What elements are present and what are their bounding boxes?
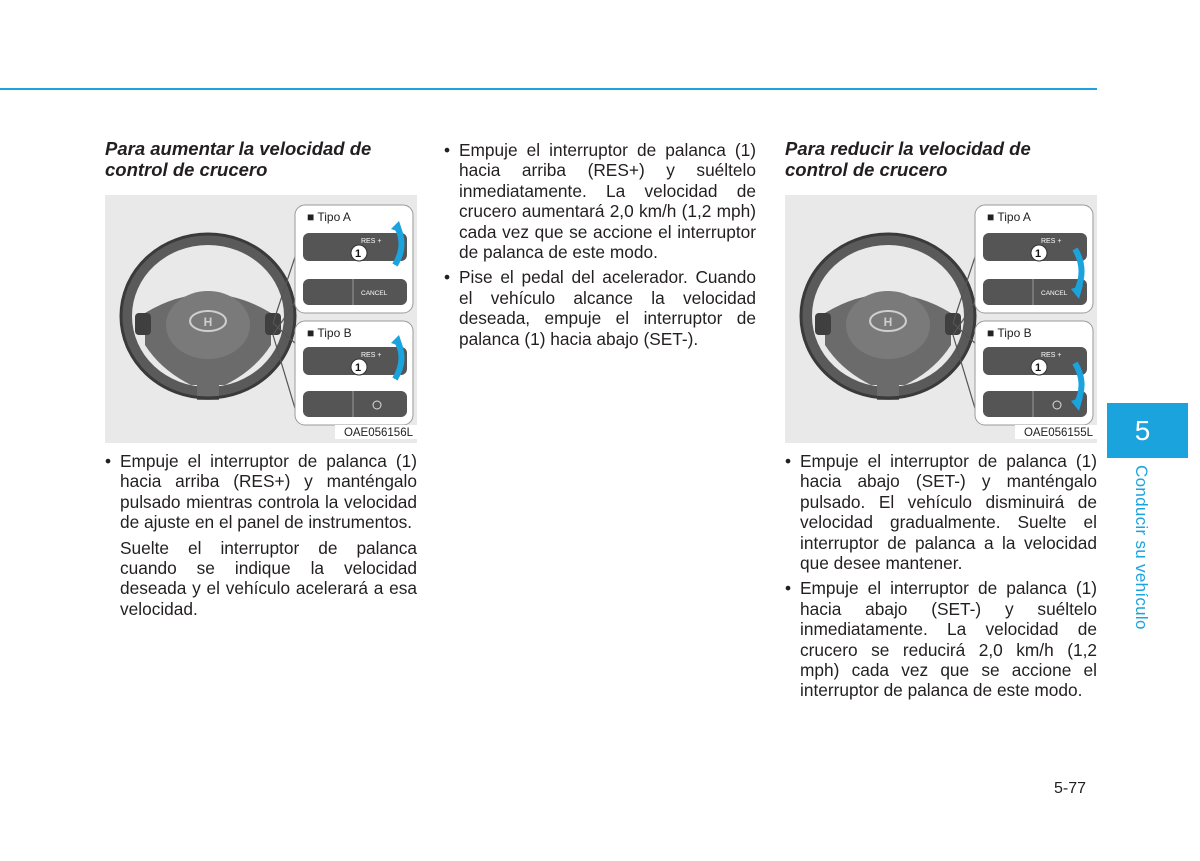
svg-text:H: H	[203, 315, 213, 329]
figure-code: OAE056155L	[1023, 427, 1093, 439]
figure-increase-speed	[105, 195, 417, 443]
list-item: • Empuje el interruptor de palanca (1) hacia arriba (RES+) y manténgalo pulsado mientras controla la velocidad de ajuste en el panel de instrumentos.	[105, 451, 417, 533]
cancel-label: CANCEL	[361, 290, 388, 297]
cancel-label: CANCEL	[1041, 290, 1068, 297]
callout-number-a: 1	[1035, 248, 1042, 260]
res-label-b: RES +	[1041, 352, 1062, 359]
callout-number-a: 1	[355, 248, 362, 260]
callout-number-b: 1	[1035, 362, 1042, 374]
steering-wheel	[801, 234, 975, 400]
type-a-label: ■ Tipo A	[987, 210, 1031, 224]
list-item: • Pise el pedal del acelerador. Cuando el vehículo alcance la velocidad deseada, empuje el interruptor de palanca (1) hacia abajo (SET-).	[444, 267, 756, 349]
left-column	[105, 138, 417, 624]
list-item-continuation: Suelte el interruptor de palanca cuando se indique la velocidad deseada y el vehículo acelerará a esa velocidad.	[120, 537, 417, 619]
steering-wheel-illustration	[785, 195, 1097, 443]
res-label-a: RES +	[1041, 238, 1062, 245]
list-item: • Empuje el interruptor de palanca (1) hacia abajo (SET-) y suéltelo inmediatamente. La velocidad de crucero se reducirá 2,0 km/h (1,2 mph) cada vez que se accione el interruptor de palanca de este modo.	[785, 578, 1097, 701]
right-column	[785, 138, 1097, 706]
type-b-label: ■ Tipo B	[987, 326, 1032, 340]
increase-speed-steps-continued	[444, 140, 756, 349]
heading-increase-speed: Para aumentar la velocidad de control de crucero	[105, 138, 372, 180]
figure-code: OAE056156L	[343, 427, 413, 439]
svg-text:H: H	[883, 315, 893, 329]
page-number: 5-77	[1054, 780, 1087, 797]
reduce-speed-steps	[785, 451, 1097, 701]
heading-reduce-speed: Para reducir la velocidad de control de crucero	[785, 138, 1031, 180]
res-label-b: RES +	[361, 352, 382, 359]
res-label-a: RES +	[361, 238, 382, 245]
middle-column	[444, 140, 756, 354]
list-item: • Empuje el interruptor de palanca (1) hacia abajo (SET-) y manténgalo pulsado. El vehículo disminuirá de velocidad gradualmente. Suelte el interruptor de palanca a la velocidad que desee mantener.	[785, 451, 1097, 574]
set-label-a: SET —	[361, 270, 384, 277]
chapter-title: Conducir su vehículo	[1132, 465, 1151, 630]
set-label-b: SET —	[361, 384, 384, 391]
chapter-tab	[1107, 403, 1188, 458]
list-item: • Empuje el interruptor de palanca (1) hacia arriba (RES+) y suéltelo inmediatamente. La velocidad de crucero aumentará 2,0 km/h (1,2 mph) cada vez que se accione el interruptor de palanca de este modo.	[444, 140, 756, 263]
steering-wheel-illustration	[105, 195, 417, 443]
type-b-label: ■ Tipo B	[307, 326, 352, 340]
callout-number-b: 1	[355, 362, 362, 374]
figure-reduce-speed	[785, 195, 1097, 443]
type-a-label: ■ Tipo A	[307, 210, 351, 224]
set-label-b: SET —	[1041, 384, 1064, 391]
set-label-a: SET —	[1041, 270, 1064, 277]
top-rule	[0, 88, 1097, 90]
steering-wheel	[121, 234, 295, 400]
increase-speed-steps	[105, 451, 417, 533]
chapter-number: 5	[1134, 415, 1151, 446]
